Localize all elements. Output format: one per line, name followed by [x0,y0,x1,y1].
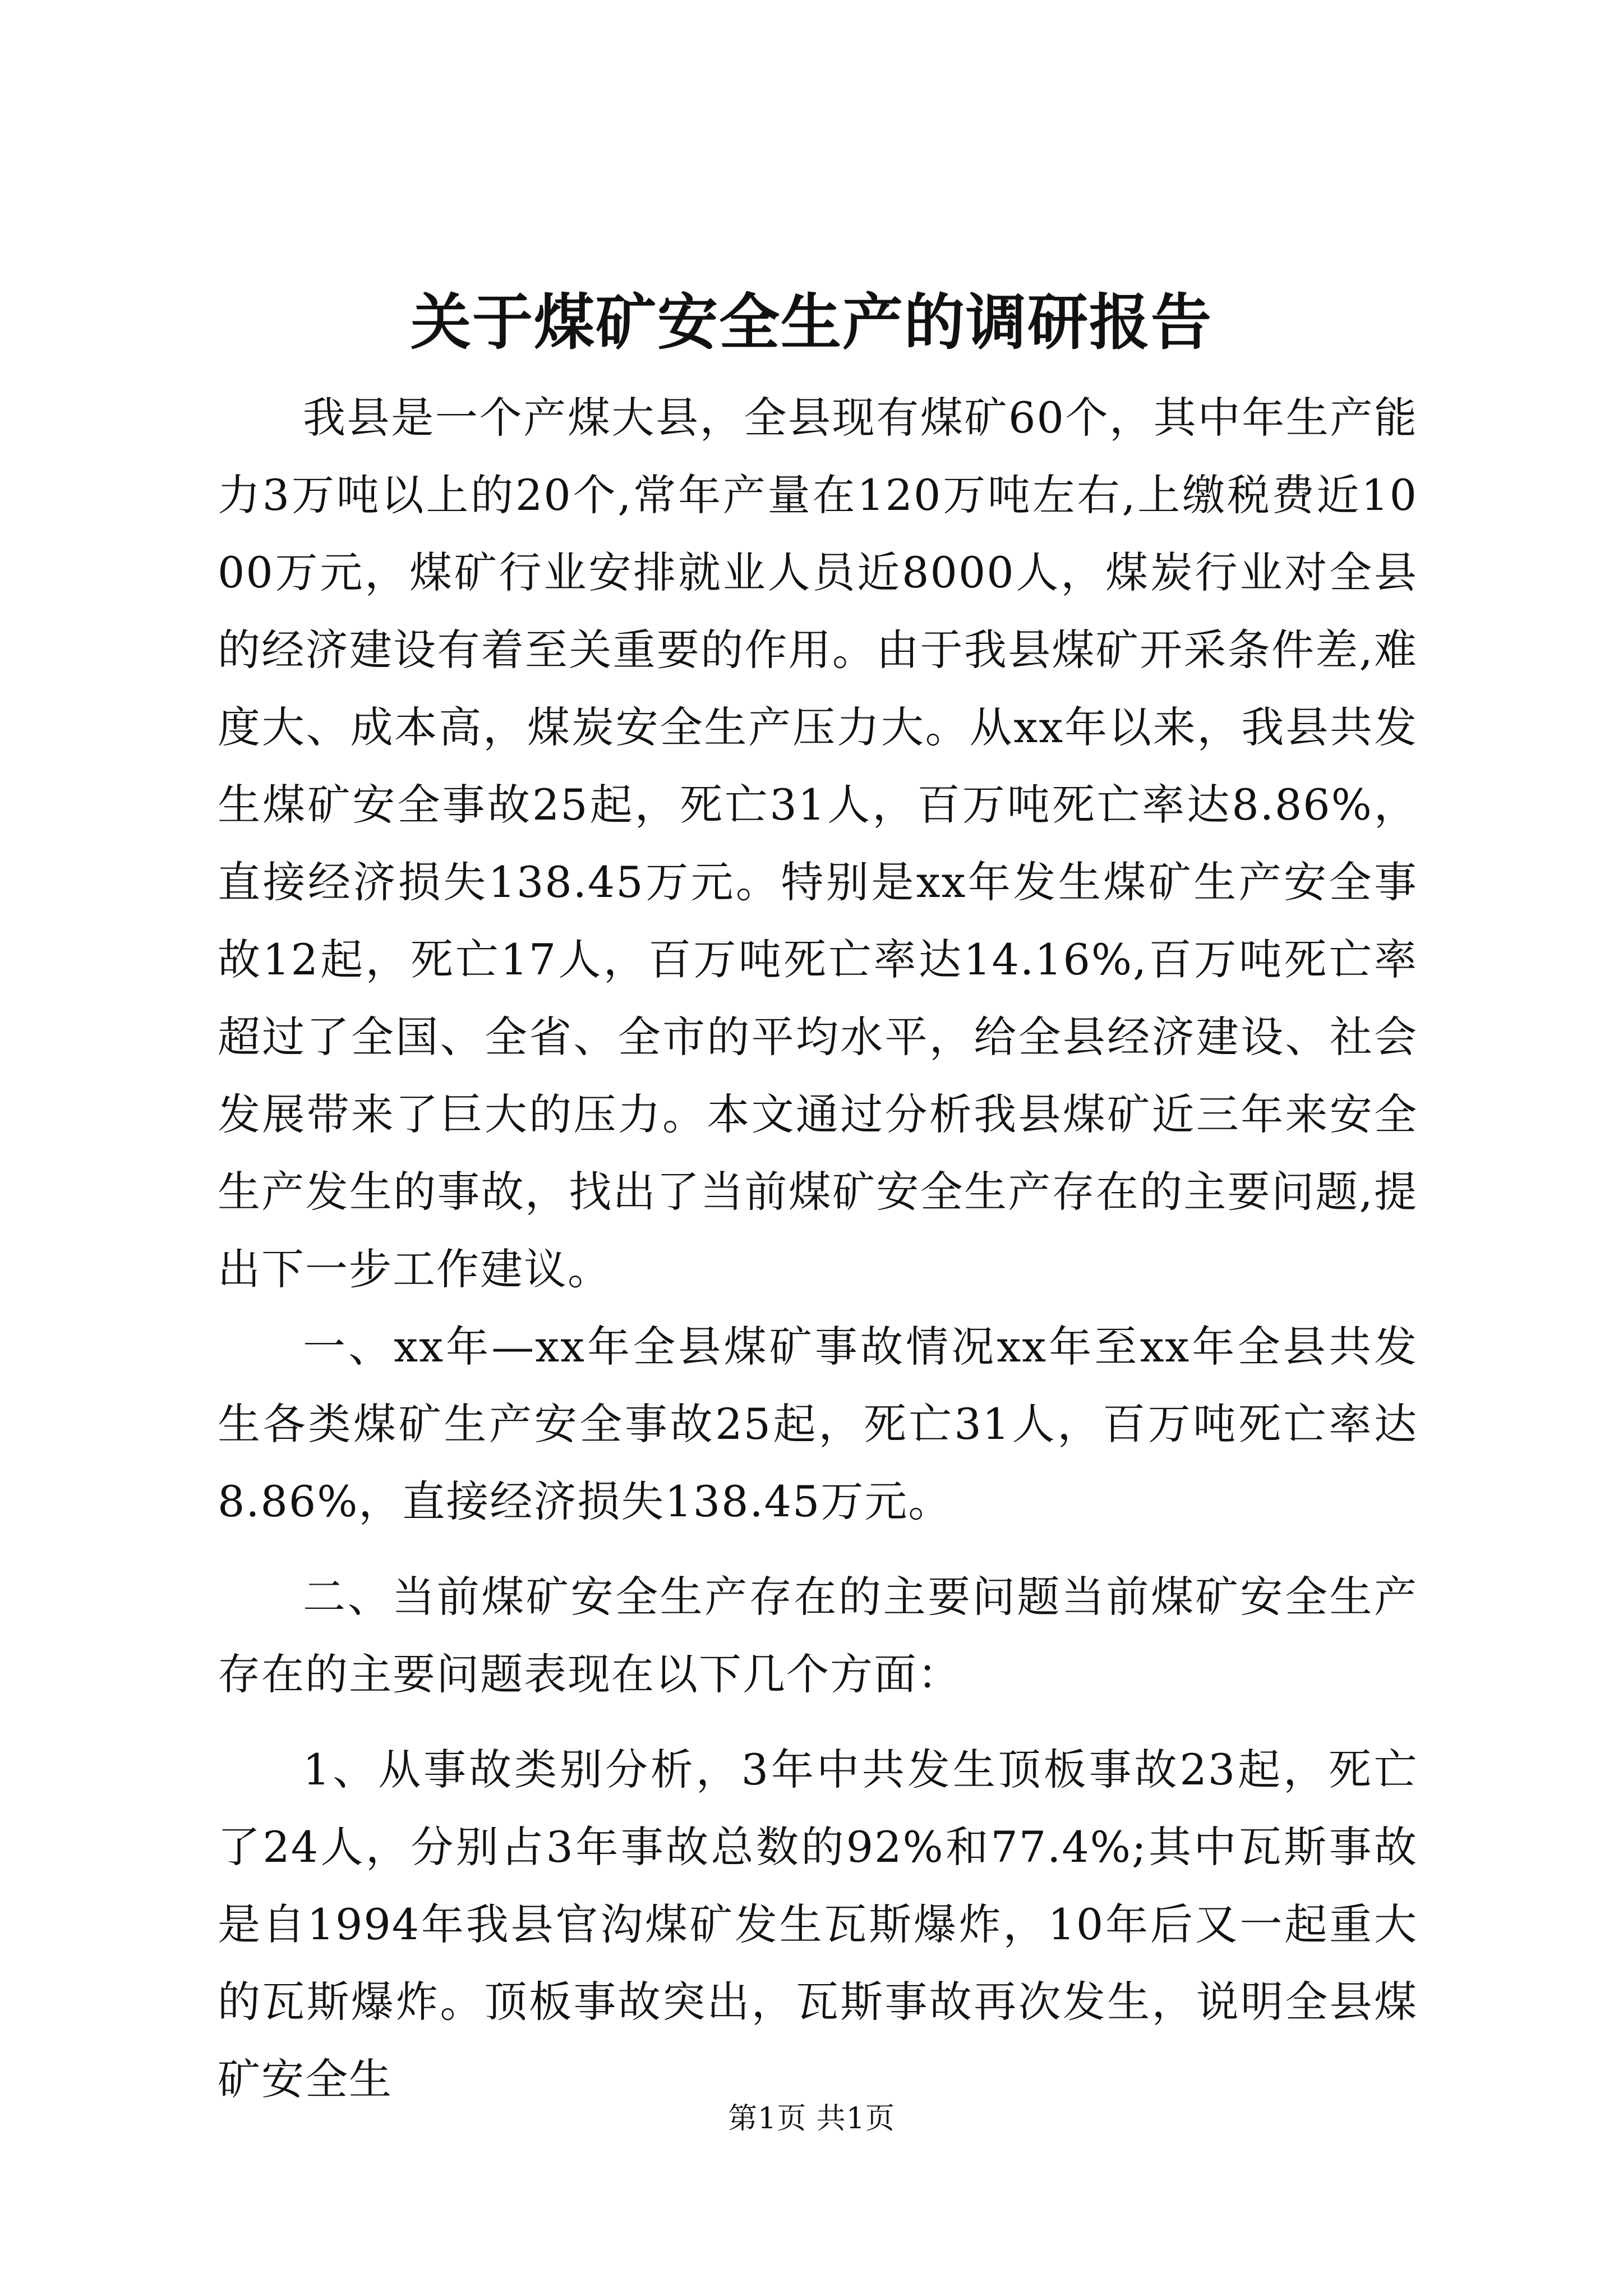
document-title: 关于煤矿安全生产的调研报告 [410,287,1212,358]
page-number-footer: 第1页 共1页 [728,2102,895,2136]
paragraph-section-1: 一、xx年—xx年全县煤矿事故情况xx年至xx年全县共发生各类煤矿生产安全事故25起，死亡31人，百万吨死亡率达8.86%，直接经济损失138.45万元。 [218,1322,1418,1526]
paragraph-item-1: 1、从事故类别分析，3年中共发生顶板事故23起，死亡了24人，分别占3年事故总数的92%和77.4%;其中瓦斯事故是自1994年我县官沟煤矿发生瓦斯爆炸，10年后又一起重大的瓦斯爆炸。顶板事故突出，瓦斯事故再次发生，说明全县煤矿安全生 [218,1745,1418,2104]
paragraph-intro: 我县是一个产煤大县，全县现有煤矿60个，其中年生产能力3万吨以上的20个,常年产量在120万吨左右,上缴税费近1000万元，煤矿行业安排就业人员近8000人，煤炭行业对全县的经济建设有着至关重要的作用。由于我县煤矿开采条件差,难度大、成本高，煤炭安全生产压力大。从xx年以来，我县共发生煤矿安全事故25起，死亡31人，百万吨死亡率达8.86%，直接经济损失138.45万元。特别是xx年发生煤矿生产安全事故12起，死亡17人，百万吨死亡率达14.16%,百万吨死亡率超过了全国、全省、全市的平均水平，给全县经济建设、社会发展带来了巨大的压力。本文通过分析我县煤矿近三年来安全生产发生的事故，找出了当前煤矿安全生产存在的主要问题,提出下一步工作建议。 [218,393,1418,1294]
document-body [218,379,1418,2118]
paragraph-section-2: 二、当前煤矿安全生产存在的主要问题当前煤矿安全生产存在的主要问题表现在以下几个方面： [218,1572,1418,1699]
